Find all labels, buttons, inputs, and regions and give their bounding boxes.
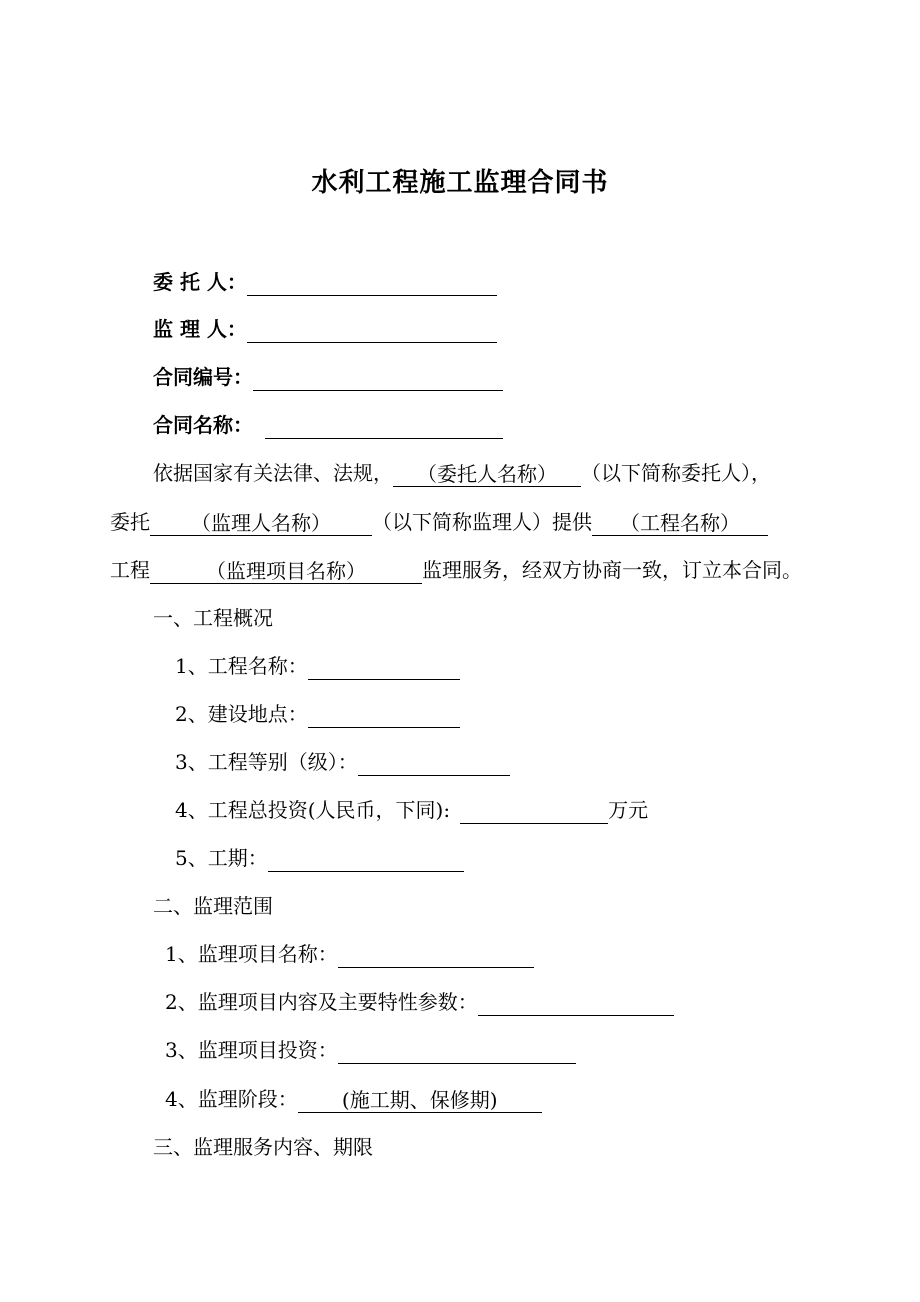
contract-number-row	[153, 363, 503, 391]
supervision-investment-input[interactable]	[338, 1041, 576, 1064]
contract-name-label: 合同名称：	[153, 413, 253, 437]
total-investment-input[interactable]	[460, 801, 608, 824]
section1-item-1: 1、工程名称：	[175, 652, 460, 680]
section2-heading: 二、监理范围	[153, 894, 273, 918]
intro-line-1: 依据国家有关法律、法规， （委托人名称） （以下简称委托人），	[153, 461, 771, 486]
intro-line-3: 工程 （监理项目名称） 监理服务，经双方协商一致，订立本合同。	[110, 558, 802, 583]
section3-heading: 三、监理服务内容、期限	[153, 1135, 373, 1159]
project-name-field[interactable]: （工程名称）	[592, 511, 768, 536]
party-client-field[interactable]	[247, 273, 497, 296]
section1-item-5: 5、工期：	[175, 844, 464, 872]
contract-name-field[interactable]	[265, 416, 503, 439]
client-name-field[interactable]: （委托人名称）	[393, 462, 581, 487]
party-supervisor-row	[153, 315, 497, 343]
section2-item-3: 3、监理项目投资：	[165, 1036, 576, 1064]
section1-item-4: 4、工程总投资(人民币，下同): 万元	[175, 798, 649, 822]
supervisor-name-field[interactable]: （监理人名称）	[150, 511, 372, 536]
construction-period-input[interactable]	[268, 849, 464, 872]
contract-number-field[interactable]	[253, 368, 503, 391]
supervision-item-field[interactable]: （监理项目名称）	[150, 559, 422, 584]
section2-item-4: 4、监理阶段： (施工期、保修期)	[165, 1085, 542, 1113]
document-title: 水利工程施工监理合同书	[311, 168, 609, 198]
supervision-item-name-input[interactable]	[338, 945, 534, 968]
party-supervisor-field[interactable]	[247, 320, 497, 343]
section1-item-3: 3、工程等别（级）：	[175, 748, 510, 776]
project-grade-input[interactable]	[358, 753, 510, 776]
contract-number-label: 合同编号：	[153, 365, 253, 389]
section1-item-2: 2、建设地点：	[175, 700, 460, 728]
contract-name-row	[153, 411, 503, 439]
supervision-stage-input[interactable]: (施工期、保修期)	[298, 1088, 542, 1113]
intro-line-2: 委托 （监理人名称） （以下简称监理人）提供 （工程名称）	[110, 508, 768, 536]
construction-site-input[interactable]	[308, 705, 460, 728]
party-client-label: 委 托 人：	[153, 270, 247, 294]
section2-item-1: 1、监理项目名称：	[165, 940, 534, 968]
project-name-input[interactable]	[308, 657, 460, 680]
party-client-row	[153, 268, 497, 296]
section1-heading: 一、工程概况	[153, 606, 273, 630]
supervision-content-input[interactable]	[478, 993, 674, 1016]
party-supervisor-label: 监 理 人：	[153, 317, 247, 341]
section2-item-2: 2、监理项目内容及主要特性参数：	[165, 988, 674, 1016]
